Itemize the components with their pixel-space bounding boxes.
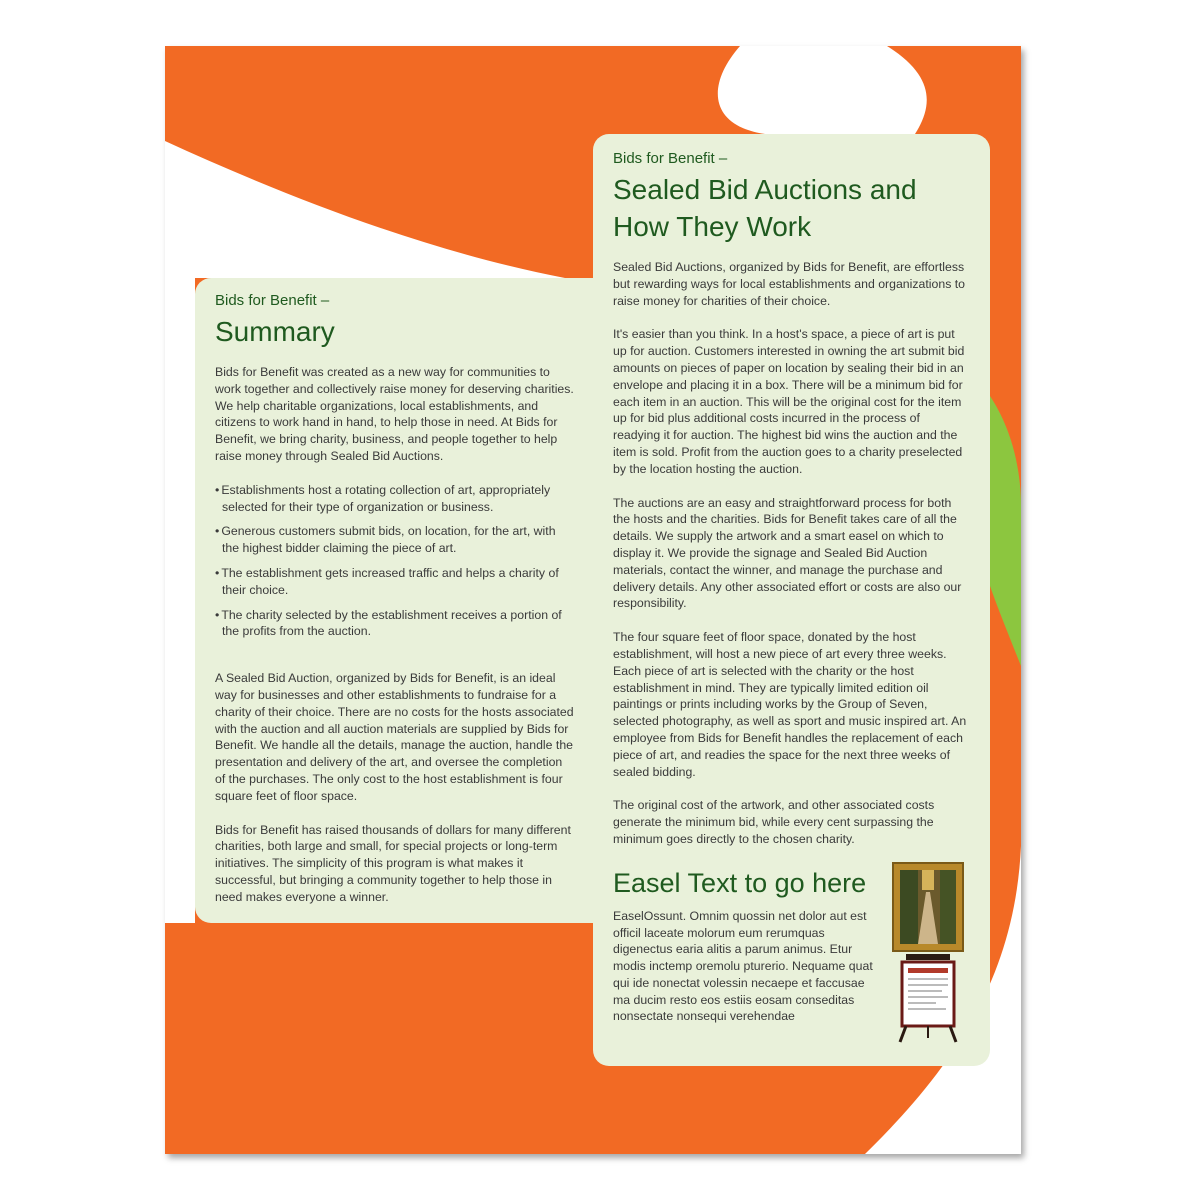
sign-line xyxy=(908,990,942,992)
summary-bullet-list xyxy=(215,482,575,640)
easel-leg-left xyxy=(900,1026,906,1042)
painting-trees-right xyxy=(940,870,956,944)
summary-kicker: Bids for Benefit – xyxy=(215,292,330,309)
list-item: • Establishments host a rotating collection of art, appropriately selected for their type of organization or business. xyxy=(215,482,575,516)
sign-line xyxy=(908,1008,946,1010)
auctions-paragraph-5: The original cost of the artwork, and other associated costs generate the minimum bid, while every cent surpassing the minimum goes directly to the chosen charity. xyxy=(613,798,935,846)
auctions-title-line-2: How They Work xyxy=(613,211,812,242)
painting-sky xyxy=(922,870,934,890)
easel-ledge xyxy=(906,954,950,960)
easel-title: Easel Text to go here xyxy=(613,867,867,898)
easel-text: EaselOssunt. Omnim quossin net dolor aut est officil laceate molorum eum rerumquas digenectus earia alitis a parum animus. Etur modis inctemp oremolu pturerio. Nequame quat qui ide nonectat volessin necaepe et faccusae ma ducim resto eos estiis eosam conseditas nonsectate nonsequi verehendae xyxy=(613,908,873,1024)
painting-trees-left xyxy=(900,870,918,944)
auctions-paragraph-2: It's easier than you think. In a host's space, a piece of art is put up for auction. Customers interested in owning the art submit bid amounts on pieces of paper on location by sealing their bid in an envelope and placing it in a box. There will be a minimum bid for each item in an auction. This will be the original cost for the item up for bid plus additional costs incurred in the process of readying it for auction. The highest bid wins the auction and the item is sold. Profit from the auction goes to a charity preselected by the location hosting the auction. xyxy=(613,327,965,476)
summary-section xyxy=(215,292,575,923)
sign-line xyxy=(908,978,948,980)
sign-line xyxy=(908,984,948,986)
sign-header xyxy=(908,968,948,973)
summary-paragraph-2: A Sealed Bid Auction, organized by Bids for Benefit, is an ideal way for businesses and other establishments to fundraise for a charity of their choice. There are no costs for the hosts associated with the auction and all auction materials are supplied by Bids for Benefit. We handle all the details, manage the auction, handle the presentation and delivery of the art, and oversee the completion of the purchases. The only cost to the host establishment is four square feet of floor space. xyxy=(215,671,574,803)
list-item: • Generous customers submit bids, on location, for the art, with the highest bidder claiming the piece of art. xyxy=(215,523,575,557)
auctions-title xyxy=(613,171,969,245)
auctions-title-line-1: Sealed Bid Auctions and xyxy=(613,174,917,205)
auctions-paragraph-1: Sealed Bid Auctions, organized by Bids for Benefit, are effortless but rewarding ways for local establishments and organizations to raise money for charities of their choice. xyxy=(613,260,966,308)
summary-paragraph-3: Bids for Benefit has raised thousands of dollars for many different charities, both large and small, for special projects or long-term initiatives. The simplicity of this program is what makes it successful, but bringing a community together to help those in need makes everyone a winner. xyxy=(215,822,571,904)
auctions-paragraph-4: The four square feet of floor space, donated by the host establishment, will host a new piece of art every three weeks. Each piece of art is selected with the charity or the host establishment in mind. They are typically limited edition oil paintings or prints including works by the Group of Seven, selected photography, as well as sport and music inspired art. An employee from Bids for Benefit handles the replacement of each piece of art, and readies the space for the next three weeks of sealed bidding. xyxy=(613,630,967,779)
brochure-page xyxy=(165,46,1021,1154)
auctions-kicker: Bids for Benefit – xyxy=(613,150,728,167)
list-item: • The charity selected by the establishment receives a portion of the profits from the auction. xyxy=(215,607,575,641)
summary-intro: Bids for Benefit was created as a new way for communities to work together and collectively raise money for deserving charities. We help charitable organizations, local establishments, and citizens to work hand in hand, to help those in need. At Bids for Benefit, we bring charity, business, and people together to help raise money through Sealed Bid Auctions. xyxy=(215,365,574,463)
list-item: • The establishment gets increased traffic and helps a charity of their choice. xyxy=(215,565,575,599)
auctions-paragraph-3: The auctions are an easy and straightforward process for both the hosts and the charities. Bids for Benefit takes care of all the details. We supply the artwork and a smart easel on which to display it. We provide the signage and Sealed Bid Auction materials, contact the winner, and manage the purchase and delivery details. Any other associated effort or costs are also our responsibility. xyxy=(613,495,962,611)
panel-connector xyxy=(585,278,615,923)
sign-line xyxy=(908,1002,936,1004)
summary-title: Summary xyxy=(215,316,335,347)
easel-leg-right xyxy=(950,1026,956,1042)
sign-line xyxy=(908,996,948,998)
easel-image xyxy=(892,862,966,1044)
